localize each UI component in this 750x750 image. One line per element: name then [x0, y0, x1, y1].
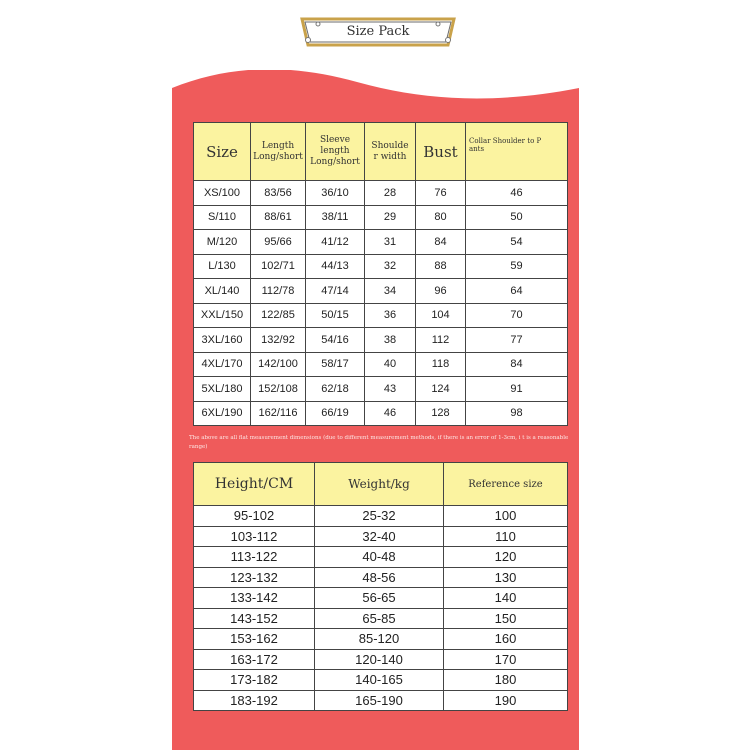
table-cell: 190 [444, 690, 568, 711]
table-cell: 48-56 [315, 567, 444, 588]
table-cell: S/110 [194, 205, 251, 230]
table-cell: 142/100 [251, 352, 306, 377]
table-cell: 32-40 [315, 526, 444, 547]
table-cell: 32 [365, 254, 416, 279]
table-row [194, 377, 568, 402]
measurement-note: The above are all flat measurement dimensions (due to different measurement methods, if there is an error of 1-3cm, i t is a reasonable range) [189, 435, 569, 450]
table-cell: 180 [444, 670, 568, 691]
size-chart-header-row [194, 123, 568, 181]
header-size: Size [194, 123, 251, 181]
table-cell: 29 [365, 205, 416, 230]
table-cell: 183-192 [194, 690, 315, 711]
table-cell: 103-112 [194, 526, 315, 547]
table-cell: 163-172 [194, 649, 315, 670]
header-collar-line2: ants [469, 145, 485, 154]
header-reference-size: Reference size [444, 463, 568, 506]
table-cell: 83/56 [251, 181, 306, 206]
table-cell: 38/11 [306, 205, 365, 230]
table-cell: 132/92 [251, 328, 306, 353]
table-cell: 41/12 [306, 230, 365, 255]
table-cell: 88/61 [251, 205, 306, 230]
table-cell: 76 [416, 181, 466, 206]
table-cell: 110 [444, 526, 568, 547]
table-cell: 50/15 [306, 303, 365, 328]
table-cell: 84 [416, 230, 466, 255]
table-cell: 66/19 [306, 401, 365, 426]
table-row [194, 506, 568, 527]
header-sleeve-line1: Sleeve [319, 135, 351, 146]
table-cell: 65-85 [315, 608, 444, 629]
table-cell: 170 [444, 649, 568, 670]
header-weight: Weight/kg [315, 463, 444, 506]
table-cell: 70 [466, 303, 568, 328]
table-cell: 165-190 [315, 690, 444, 711]
table-cell: 40-48 [315, 547, 444, 568]
header-sleeve [306, 123, 365, 181]
table-row [194, 303, 568, 328]
table-row [194, 352, 568, 377]
table-cell: 150 [444, 608, 568, 629]
page-title: Size Pack [346, 24, 410, 39]
table-cell: 102/71 [251, 254, 306, 279]
table-cell: 31 [365, 230, 416, 255]
table-cell: 113-122 [194, 547, 315, 568]
header-bust: Bust [416, 123, 466, 181]
header-height: Height/CM [194, 463, 315, 506]
table-cell: 25-32 [315, 506, 444, 527]
table-cell: 46 [365, 401, 416, 426]
table-cell: 143-152 [194, 608, 315, 629]
table-row [194, 230, 568, 255]
table-cell: 96 [416, 279, 466, 304]
table-row [194, 526, 568, 547]
table-cell: 54 [466, 230, 568, 255]
table-cell: 6XL/190 [194, 401, 251, 426]
title-banner [296, 16, 460, 48]
table-cell: 36 [365, 303, 416, 328]
table-cell: 54/16 [306, 328, 365, 353]
table-cell: 38 [365, 328, 416, 353]
table-cell: 112/78 [251, 279, 306, 304]
table-cell: 153-162 [194, 629, 315, 650]
table-row [194, 547, 568, 568]
table-cell: 50 [466, 205, 568, 230]
table-row [194, 181, 568, 206]
table-row [194, 254, 568, 279]
table-cell: 173-182 [194, 670, 315, 691]
header-length-line2: Long/short [253, 151, 303, 162]
table-cell: XXL/150 [194, 303, 251, 328]
table-cell: 104 [416, 303, 466, 328]
header-collar [466, 123, 568, 181]
table-cell: 140 [444, 588, 568, 609]
table-cell: 43 [365, 377, 416, 402]
table-row [194, 649, 568, 670]
table-cell: 5XL/180 [194, 377, 251, 402]
table-cell: M/120 [194, 230, 251, 255]
table-cell: 80 [416, 205, 466, 230]
table-cell: 124 [416, 377, 466, 402]
table-cell: XL/140 [194, 279, 251, 304]
table-cell: 84 [466, 352, 568, 377]
table-row [194, 588, 568, 609]
table-row [194, 670, 568, 691]
table-cell: 3XL/160 [194, 328, 251, 353]
table-cell: 91 [466, 377, 568, 402]
table-cell: 162/116 [251, 401, 306, 426]
reference-size-table [193, 462, 568, 711]
table-cell: L/130 [194, 254, 251, 279]
table-cell: 88 [416, 254, 466, 279]
table-cell: 56-65 [315, 588, 444, 609]
size-chart-table [193, 122, 568, 426]
header-shoulder [365, 123, 416, 181]
header-length [251, 123, 306, 181]
table-cell: 85-120 [315, 629, 444, 650]
table-cell: 120-140 [315, 649, 444, 670]
table-cell: 120 [444, 547, 568, 568]
table-cell: 47/14 [306, 279, 365, 304]
table-cell: 62/18 [306, 377, 365, 402]
reference-header-row [194, 463, 568, 506]
header-shoulder-line1: Shoulde [371, 140, 409, 151]
header-sleeve-line2: length [320, 146, 350, 157]
header-sleeve-line3: Long/short [310, 156, 360, 167]
header-shoulder-line2: r width [373, 151, 407, 162]
table-cell: 34 [365, 279, 416, 304]
table-cell: 40 [365, 352, 416, 377]
table-cell: 28 [365, 181, 416, 206]
table-row [194, 328, 568, 353]
table-row [194, 629, 568, 650]
table-row [194, 690, 568, 711]
table-cell: 59 [466, 254, 568, 279]
table-cell: 64 [466, 279, 568, 304]
table-cell: 133-142 [194, 588, 315, 609]
table-cell: 95/66 [251, 230, 306, 255]
header-collar-line1: Collar Shoulder to P [469, 137, 542, 145]
table-cell: 128 [416, 401, 466, 426]
table-cell: 58/17 [306, 352, 365, 377]
table-row [194, 279, 568, 304]
table-cell: 118 [416, 352, 466, 377]
table-cell: 44/13 [306, 254, 365, 279]
table-cell: 46 [466, 181, 568, 206]
table-cell: 100 [444, 506, 568, 527]
table-cell: 95-102 [194, 506, 315, 527]
header-length-line1: Length [261, 140, 295, 151]
table-cell: 123-132 [194, 567, 315, 588]
table-cell: 140-165 [315, 670, 444, 691]
table-row [194, 205, 568, 230]
table-cell: 112 [416, 328, 466, 353]
table-cell: 36/10 [306, 181, 365, 206]
table-row [194, 567, 568, 588]
table-cell: 152/108 [251, 377, 306, 402]
table-cell: 77 [466, 328, 568, 353]
table-cell: 160 [444, 629, 568, 650]
table-cell: 130 [444, 567, 568, 588]
table-row [194, 401, 568, 426]
table-cell: 122/85 [251, 303, 306, 328]
table-cell: 98 [466, 401, 568, 426]
table-cell: 4XL/170 [194, 352, 251, 377]
table-cell: XS/100 [194, 181, 251, 206]
table-row [194, 608, 568, 629]
